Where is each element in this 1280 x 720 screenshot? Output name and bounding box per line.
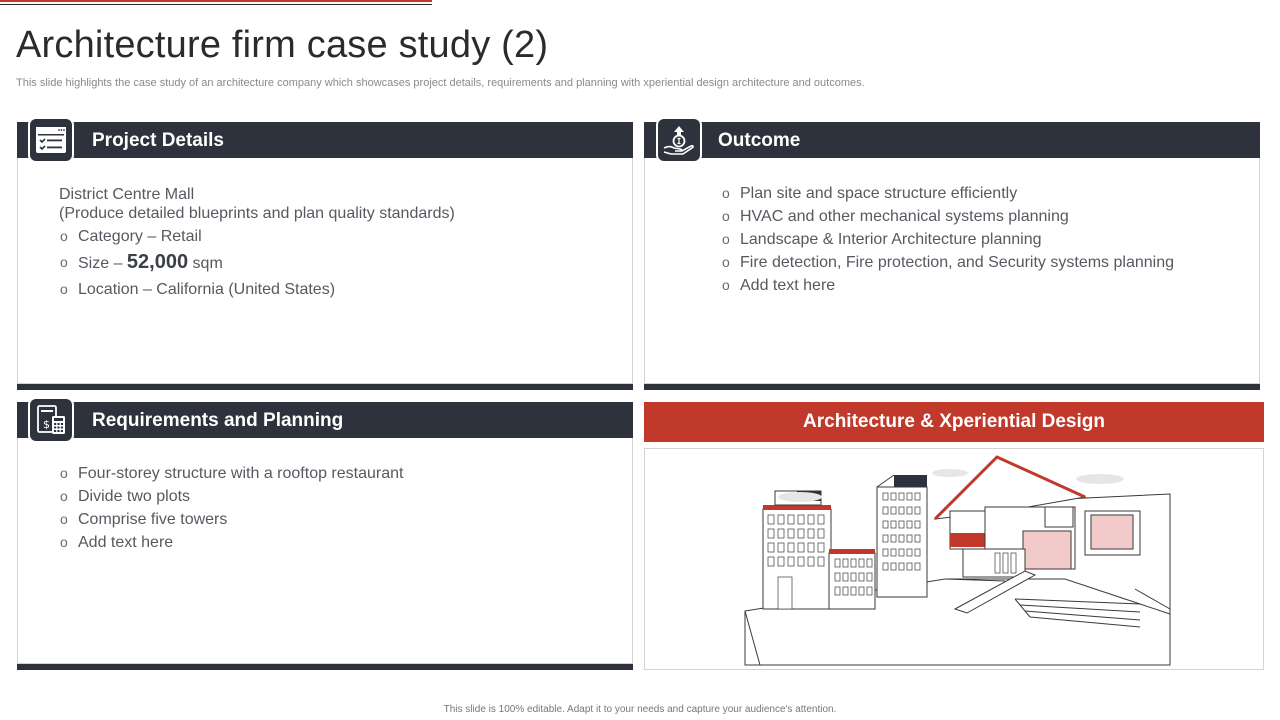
location-text: Location – California (United States): [78, 281, 336, 298]
project-name: District Centre Mall: [59, 186, 195, 203]
calculator-document-icon: [28, 397, 74, 443]
list-item-text: Plan site and space structure efficiently: [740, 185, 1018, 202]
location-item: [59, 278, 455, 301]
list-item: [721, 182, 1174, 205]
category-text: Category – Retail: [78, 228, 202, 245]
list-item: [721, 251, 1174, 274]
list-item: [59, 485, 403, 508]
svg-text:$: $: [43, 418, 50, 431]
list-item: [721, 205, 1174, 228]
list-item: [59, 462, 403, 485]
project-description: (Produce detailed blueprints and plan quality standards): [59, 205, 455, 222]
list-item: [721, 274, 1174, 297]
design-banner: [644, 402, 1264, 442]
list-item-text: Four-storey structure with a rooftop restaurant: [78, 465, 404, 482]
requirements-panel: [17, 402, 633, 670]
list-item-text: Divide two plots: [78, 488, 191, 505]
list-item-text: Fire detection, Fire protection, and Security systems planning: [740, 254, 1174, 271]
design-title: Architecture & Xperiential Design: [803, 411, 1105, 432]
size-value: 52,000: [126, 251, 189, 273]
list-item-text: Add text here: [740, 277, 836, 294]
panel-bottom-bar: [17, 384, 633, 390]
page-title: Architecture firm case study (2): [16, 24, 549, 66]
panel-title: Outcome: [718, 130, 801, 151]
list-item-text: Add text here: [78, 534, 174, 551]
category-item: [59, 225, 455, 248]
top-accent-line: [0, 0, 432, 2]
list-item: [59, 508, 403, 531]
list-item-text: Comprise five towers: [78, 511, 228, 528]
project-details-content: [59, 183, 455, 301]
outcome-panel: [644, 122, 1260, 390]
project-details-panel: [17, 122, 633, 390]
size-item: [59, 248, 455, 278]
size-prefix: Size –: [78, 255, 127, 272]
list-item-text: HVAC and other mechanical systems planning: [740, 208, 1069, 225]
panel-bottom-bar: [644, 384, 1260, 390]
outcome-list: [721, 182, 1174, 297]
list-item: [59, 531, 403, 554]
panel-bottom-bar: [17, 664, 633, 670]
size-unit: sqm: [188, 255, 223, 272]
checklist-icon: [28, 117, 74, 163]
list-item: [721, 228, 1174, 251]
top-dark-line: [0, 4, 432, 5]
building-illustration-svg: [645, 449, 1263, 669]
list-item-text: Landscape & Interior Architecture planning: [740, 231, 1042, 248]
panel-title: Project Details: [92, 130, 224, 151]
building-illustration: [644, 448, 1264, 670]
footer-note: This slide is 100% editable. Adapt it to your needs and capture your audience's attention.: [443, 704, 837, 715]
hand-growth-icon: [656, 117, 702, 163]
panel-title: Requirements and Planning: [92, 410, 344, 431]
requirements-list: [59, 462, 403, 554]
page-subtitle: This slide highlights the case study of an architecture company which showcases project details, requirements and planning with xperiential design architecture and outcomes.: [16, 77, 865, 89]
